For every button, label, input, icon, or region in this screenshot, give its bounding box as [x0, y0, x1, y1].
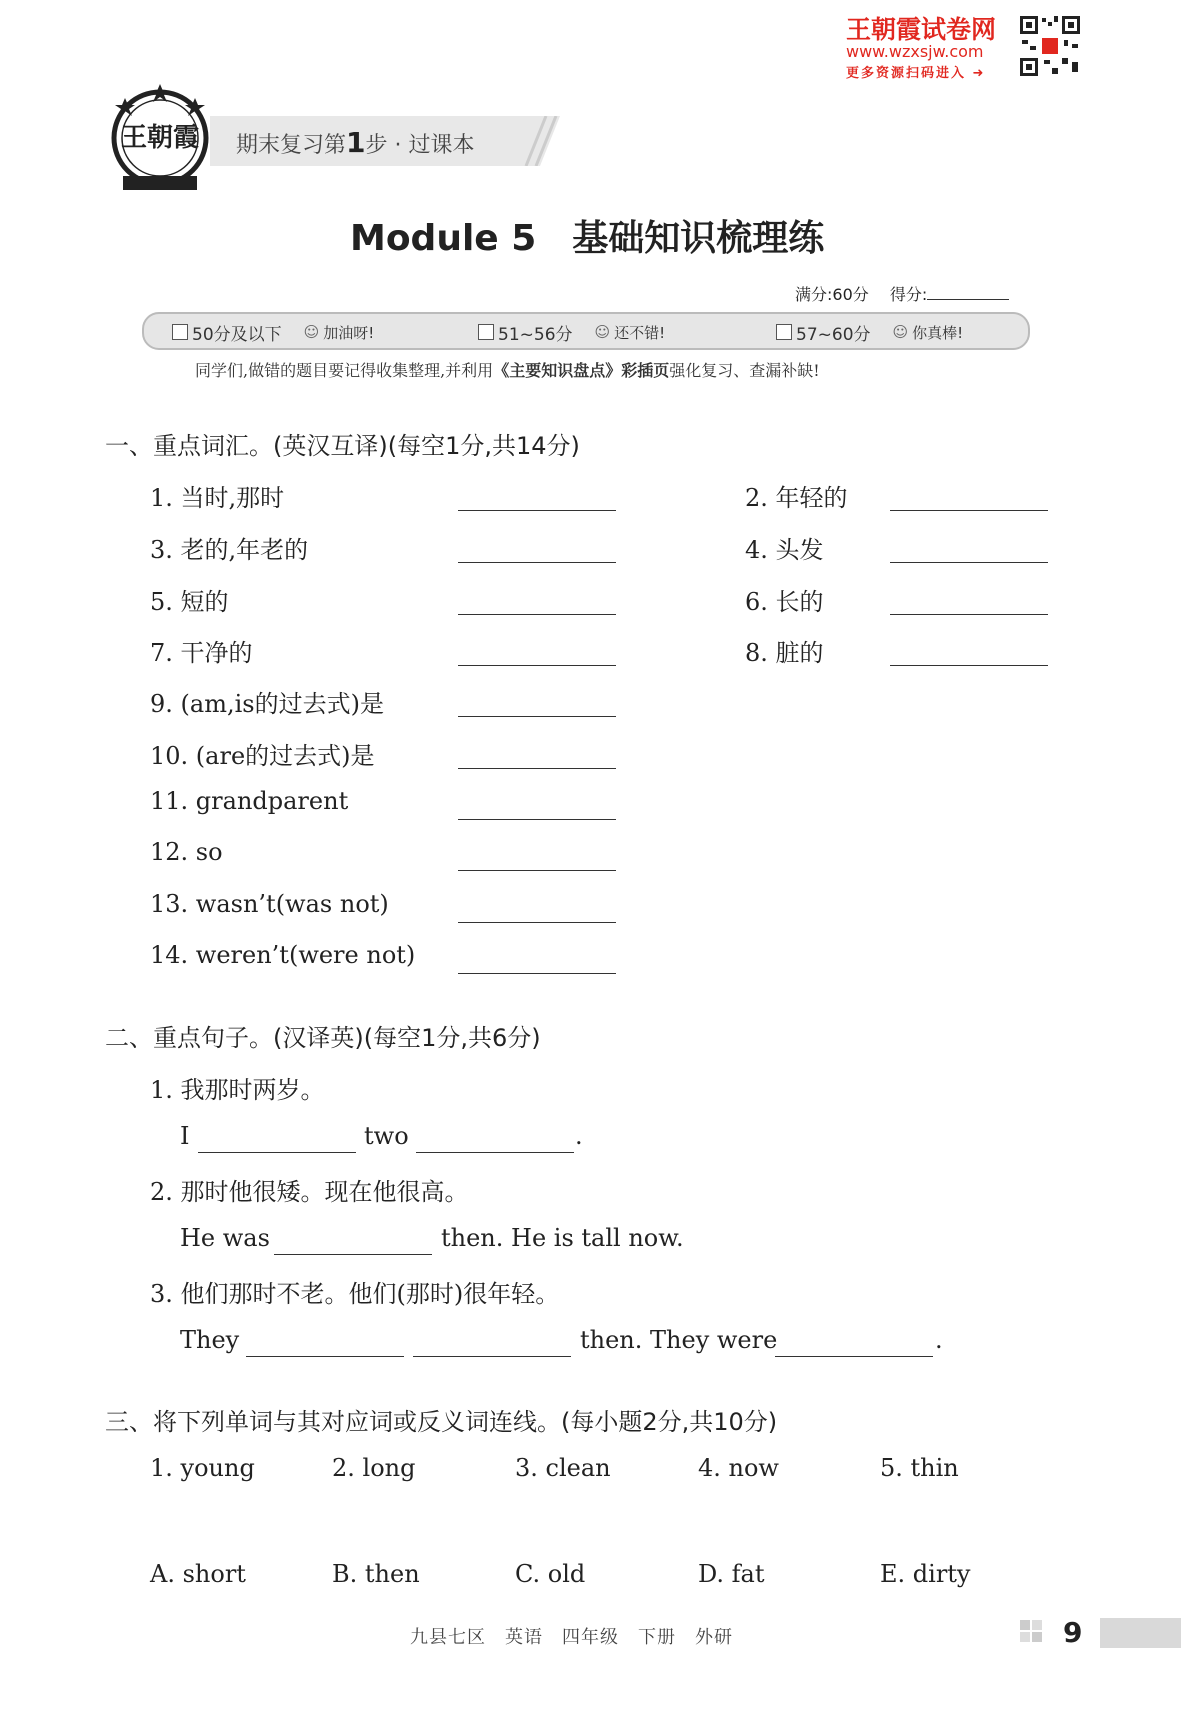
vocab-item: 10. (are的过去式)是 — [150, 742, 375, 770]
sentence-text: . — [935, 1326, 943, 1354]
smile-icon: ☺ — [303, 323, 320, 341]
brand-name: 王朝霞试卷网 — [846, 15, 997, 44]
answer-blank[interactable] — [458, 973, 616, 974]
vocab-item: 5. 短的 — [150, 588, 229, 616]
vocab-item: 12. so — [150, 838, 223, 866]
sentence-prompt: 2. 那时他很矮。现在他很高。 — [150, 1178, 469, 1206]
sentence-text: then. They were — [580, 1326, 778, 1354]
answer-blank[interactable] — [458, 768, 616, 769]
vocab-item: 4. 头发 — [745, 536, 824, 564]
vocab-item: 14. weren’t(were not) — [150, 941, 416, 969]
vocab-item: 1. 当时,那时 — [150, 484, 285, 512]
score-line — [795, 282, 1009, 305]
match-word-bottom[interactable]: E. dirty — [880, 1560, 971, 1588]
page-title: Module 5 基础知识梳理练 — [350, 218, 825, 259]
match-word-top[interactable]: 4. now — [698, 1454, 779, 1482]
match-word-bottom[interactable]: C. old — [515, 1560, 586, 1588]
answer-blank[interactable] — [458, 870, 616, 871]
page-number: 9 — [1063, 1616, 1083, 1649]
vocab-item: 8. 脏的 — [745, 639, 824, 667]
answer-blank[interactable] — [274, 1254, 432, 1255]
answer-blank[interactable] — [458, 614, 616, 615]
vocab-item: 11. grandparent — [150, 787, 349, 815]
section2-heading: 二、重点句子。(汉译英)(每空1分,共6分) — [105, 1024, 541, 1052]
checkbox[interactable] — [478, 324, 494, 340]
match-word-top[interactable]: 5. thin — [880, 1454, 959, 1482]
answer-blank[interactable] — [198, 1152, 356, 1153]
answer-blank[interactable] — [775, 1356, 933, 1357]
sentence-text: two — [364, 1122, 409, 1150]
match-word-top[interactable]: 1. young — [150, 1454, 255, 1482]
smile-icon: ☺ — [594, 323, 611, 341]
page-corner-decoration — [1020, 1620, 1056, 1648]
answer-blank[interactable] — [413, 1356, 571, 1357]
match-word-bottom[interactable]: A. short — [150, 1560, 246, 1588]
badge-text: 王朝霞 — [120, 123, 200, 153]
brand-url[interactable]: www.wzxsjw.com — [846, 42, 984, 61]
match-word-bottom[interactable]: D. fat — [698, 1560, 765, 1588]
sentence-text: They — [180, 1326, 240, 1354]
sentence-text: He was — [180, 1224, 270, 1252]
match-word-top[interactable]: 3. clean — [515, 1454, 611, 1482]
sentence-prompt: 1. 我那时两岁。 — [150, 1076, 325, 1104]
answer-blank[interactable] — [890, 614, 1048, 615]
rating-bar — [142, 312, 1030, 350]
answer-blank[interactable] — [458, 665, 616, 666]
vocab-item: 6. 长的 — [745, 588, 824, 616]
footer-text: 九县七区 英语 四年级 下册 外研 — [410, 1627, 733, 1648]
answer-blank[interactable] — [458, 716, 616, 717]
answer-blank[interactable] — [890, 562, 1048, 563]
answer-blank[interactable] — [458, 922, 616, 923]
vocab-item: 3. 老的,年老的 — [150, 536, 309, 564]
rating-option-2[interactable]: 51~56分 ☺ 还不错! — [478, 320, 665, 344]
sentence-text: I — [180, 1122, 190, 1150]
vocab-item: 13. wasn’t(was not) — [150, 890, 389, 918]
section1-heading: 一、重点词汇。(英汉互译)(每空1分,共14分) — [105, 432, 580, 460]
brand-scan-text: 更多资源扫码进入 ➜ — [846, 66, 986, 81]
answer-blank[interactable] — [246, 1356, 404, 1357]
answer-blank[interactable] — [416, 1152, 574, 1153]
answer-blank[interactable] — [890, 665, 1048, 666]
vocab-item: 2. 年轻的 — [745, 484, 848, 512]
full-score-label: 满分:60分 — [795, 285, 869, 304]
page-tab — [1100, 1618, 1181, 1648]
qr-code-icon[interactable] — [1018, 14, 1082, 78]
checkbox[interactable] — [172, 324, 188, 340]
smile-icon: ☺ — [892, 323, 909, 341]
score-blank[interactable] — [927, 285, 1009, 300]
notice-text: 同学们,做错的题目要记得收集整理,并利用《主要知识盘点》彩插页强化复习、查漏补缺! — [195, 361, 820, 380]
answer-blank[interactable] — [458, 819, 616, 820]
match-word-bottom[interactable]: B. then — [332, 1560, 420, 1588]
sentence-text: . — [575, 1122, 583, 1150]
match-word-top[interactable]: 2. long — [332, 1454, 416, 1482]
section3-heading: 三、将下列单词与其对应词或反义词连线。(每小题2分,共10分) — [105, 1408, 778, 1436]
got-score-label: 得分: — [889, 285, 928, 304]
sentence-prompt: 3. 他们那时不老。他们(那时)很年轻。 — [150, 1280, 560, 1308]
checkbox[interactable] — [776, 324, 792, 340]
sentence-text: then. He is tall now. — [441, 1224, 684, 1252]
answer-blank[interactable] — [458, 562, 616, 563]
answer-blank[interactable] — [890, 510, 1048, 511]
rating-option-3[interactable]: 57~60分 ☺ 你真棒! — [776, 320, 963, 344]
rating-option-1[interactable]: 50分及以下 ☺ 加油呀! — [172, 320, 374, 344]
answer-blank[interactable] — [458, 510, 616, 511]
brand-badge-logo — [105, 80, 215, 200]
vocab-item: 7. 干净的 — [150, 639, 253, 667]
banner-title: 期末复习第1步 · 过课本 — [236, 126, 475, 159]
vocab-item: 9. (am,is的过去式)是 — [150, 690, 384, 718]
